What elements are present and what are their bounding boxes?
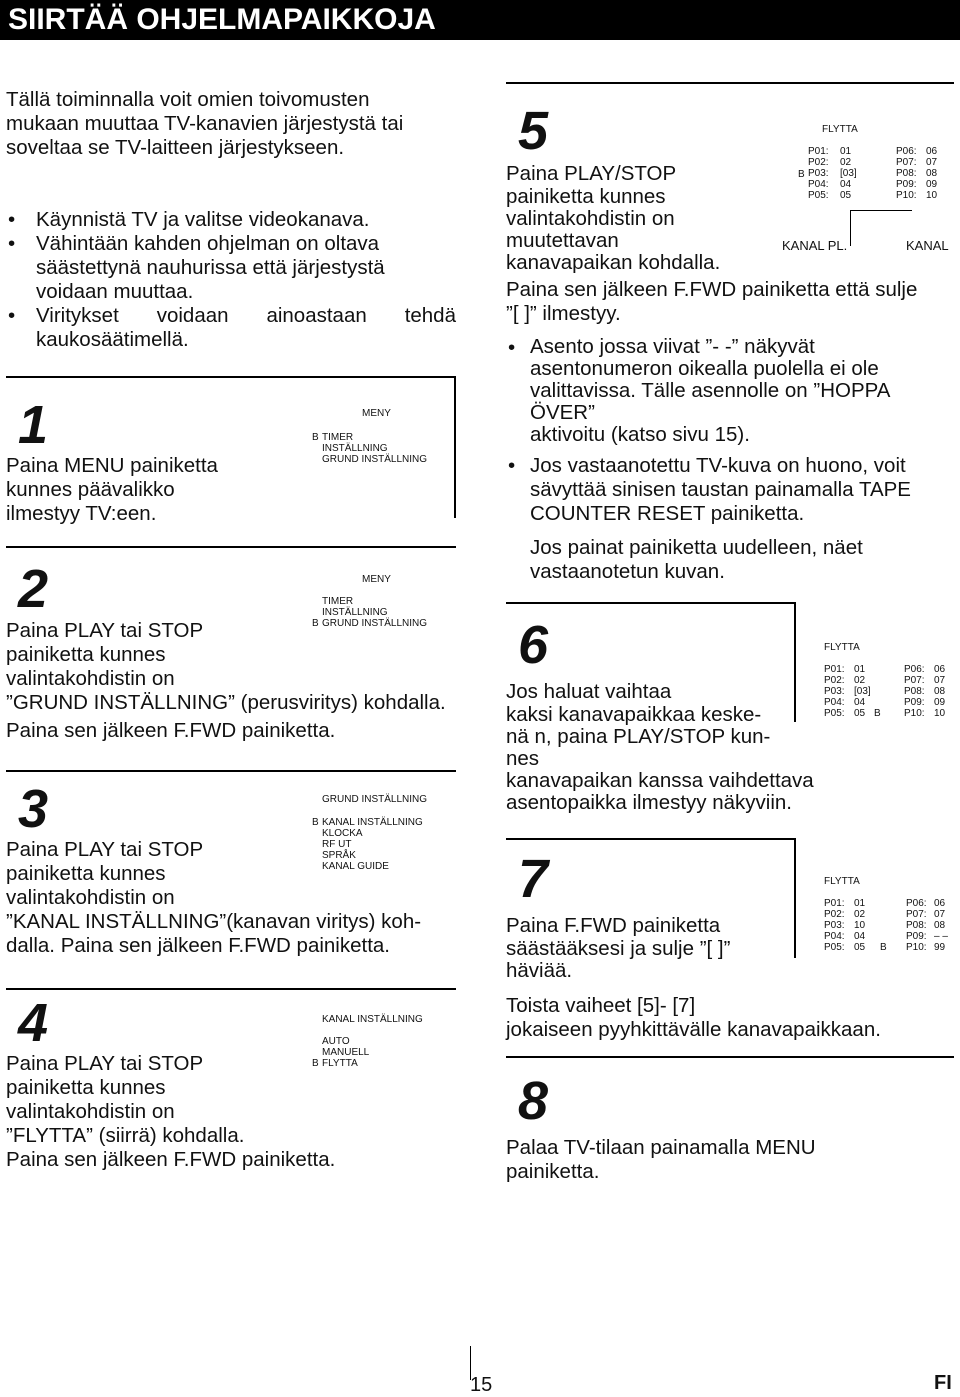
table-cell: 01 [854, 664, 866, 675]
step-5-bullets [506, 336, 911, 584]
table-row [808, 179, 937, 190]
channel-table [824, 664, 945, 719]
intro-line: mukaan muuttaa TV-kanavien järjestystä tai [6, 112, 404, 135]
bullet-line: • Jos vastaanotettu TV-kuva on huono, voit [530, 454, 906, 477]
table-cell: [03] [840, 168, 857, 179]
cursor-icon: B [312, 1058, 319, 1069]
page-number: 15 [470, 1374, 493, 1396]
step-line: kaksi kanavapaikkaa keske- [506, 703, 762, 726]
step-line: valintakohdistin on [506, 207, 675, 230]
table-cell: P03: [824, 920, 845, 931]
table-row [824, 686, 945, 697]
menu-item: KANAL GUIDE [322, 861, 389, 872]
menu-item: RF UT [322, 839, 352, 850]
note-line: Jos painat painiketta uudelleen, näet [530, 536, 863, 559]
bullet-line: • Asento jossa viivat ”- -” näkyvät [530, 335, 815, 358]
bullet-line: aktivoitu (katso sivu 15). [530, 423, 750, 446]
bullet-line: • Käynnistä TV ja valitse videokanava. [36, 208, 370, 231]
screen-header: FLYTTA [824, 642, 860, 653]
menu-item: GRUND INSTÄLLNING [322, 454, 428, 465]
table-cell: 02 [854, 909, 866, 920]
table-cell: 09 [934, 697, 946, 708]
tv-screen-grund [296, 782, 456, 882]
table-cell: P03: [808, 168, 829, 179]
table-cell: 02 [840, 157, 852, 168]
menu-item: TIMER [322, 596, 354, 607]
step-line: painiketta kunnes [506, 185, 666, 208]
table-cell: P02: [824, 675, 845, 686]
screen-header: FLYTTA [822, 124, 858, 135]
table-cell: 08 [934, 920, 946, 931]
menu-item: FLYTTA [322, 1058, 358, 1069]
menu-item: GRUND INSTÄLLNING [322, 618, 428, 629]
table-cell: 05 [854, 708, 866, 719]
bullet-item [6, 304, 456, 352]
step-number: 2 [18, 559, 49, 619]
bullet-item [506, 336, 911, 446]
bullet-line: asentonumeron oikealla puolella ei ole [530, 357, 879, 380]
bullet-line: • Viritykset voidaan ainoastaan tehdä [36, 304, 456, 327]
bullet-line: ÖVER” [530, 401, 595, 424]
step-line: kanavapaikan kanssa vaihdettava [506, 769, 814, 792]
table-cell: 10 [926, 190, 938, 201]
tv-screen-flytta-7 [812, 862, 960, 962]
table-cell: 04 [840, 179, 852, 190]
intro-text [6, 88, 403, 160]
bullet-line: kaukosäätimellä. [36, 328, 189, 351]
divider [506, 1056, 954, 1058]
step-line: valintakohdistin on [6, 667, 175, 690]
step-line: valintakohdistin on [6, 886, 175, 909]
divider [454, 376, 456, 518]
table-cell: P10: [896, 190, 917, 201]
step-line: Palaa TV-tilaan painamalla MENU [506, 1136, 816, 1159]
callout-line [850, 210, 912, 211]
bullet-line: • Vähintään kahden ohjelman on oltava [36, 232, 380, 255]
table-cell: 05 [840, 190, 852, 201]
step-line: painiketta. [506, 1160, 600, 1183]
bullet-line: sävyttää sinisen taustan painamalla TAPE [530, 478, 911, 501]
step-4-text [6, 1052, 335, 1172]
channel-table [808, 146, 937, 201]
table-cell: P10: [904, 708, 925, 719]
bullet-line: säästettynä nauhurissa että järjestystä [36, 256, 385, 279]
menu-item: INSTÄLLNING [322, 607, 388, 618]
step-line: kunnes päävalikko [6, 478, 175, 501]
step-line: ”KANAL INSTÄLLNING”(kanavan viritys) koh- [6, 910, 422, 933]
table-row [824, 675, 945, 686]
table-row [824, 708, 945, 719]
table-row [824, 931, 948, 942]
bullet-item [6, 232, 456, 304]
bullet-note [506, 536, 911, 584]
table-row [824, 664, 945, 675]
screen-header: MENY [362, 408, 391, 419]
table-row [808, 146, 937, 157]
table-cell: P06: [896, 146, 917, 157]
table-cell: 05 [854, 942, 866, 953]
screen-header: MENY [362, 574, 391, 585]
table-cell: P02: [808, 157, 829, 168]
menu-item: SPRÅK [322, 850, 356, 861]
step-line: Toista vaiheet [5]- [7] [506, 994, 696, 1017]
table-cell: P01: [808, 146, 829, 157]
step-number: 3 [18, 779, 49, 839]
table-cell: 99 [934, 942, 946, 953]
tv-screen-meny-2 [296, 562, 446, 642]
step-line: nes [506, 747, 540, 770]
step-line: Paina MENU painiketta [6, 454, 218, 477]
step-line: valintakohdistin on [6, 1100, 175, 1123]
table-cell: 08 [926, 168, 938, 179]
step-number: 6 [518, 615, 549, 675]
table-cell: 06 [926, 146, 938, 157]
table-row [808, 157, 937, 168]
tv-screen-meny-1 [296, 394, 446, 516]
step-line: painiketta kunnes [6, 643, 166, 666]
table-row [824, 697, 945, 708]
step-line: Paina sen jälkeen F.FWD painiketta. [6, 719, 336, 742]
step-line: Paina sen jälkeen F.FWD painiketta. [6, 1148, 336, 1171]
table-cell: 10 [934, 708, 946, 719]
cursor-icon: B [312, 618, 319, 629]
step-line: Paina sen jälkeen F.FWD painiketta että sulje [506, 278, 918, 301]
step-line: Paina F.FWD painiketta [506, 914, 721, 937]
table-cell: 09 [926, 179, 938, 190]
step-line: painiketta kunnes [6, 1076, 166, 1099]
table-cell: P08: [904, 686, 925, 697]
step-8-text [506, 1136, 816, 1184]
menu-item: TIMER [322, 432, 354, 443]
table-cell: P07: [906, 909, 927, 920]
table-cell: P05: [824, 942, 845, 953]
screen-header: KANAL INSTÄLLNING [322, 1014, 423, 1025]
intro-line: soveltaa se TV-laitteen järjestykseen. [6, 136, 345, 159]
cursor-icon: B [798, 169, 805, 180]
divider [506, 82, 954, 84]
table-row [824, 920, 948, 931]
table-row [824, 909, 948, 920]
table-cell: P04: [808, 179, 829, 190]
tv-screen-kanal [296, 1000, 456, 1080]
table-row [824, 898, 948, 909]
table-cell: [03] [854, 686, 871, 697]
step-1-text [6, 454, 218, 526]
table-cell: 02 [854, 675, 866, 686]
step-number: 7 [518, 849, 549, 909]
note-line: vastaanotetun kuvan. [530, 560, 725, 583]
menu-item: KANAL INSTÄLLNING [322, 817, 423, 828]
menu-item: KLOCKA [322, 828, 363, 839]
step-6-text [506, 680, 814, 814]
intro-line: Tällä toiminnalla voit omien toivomusten [6, 88, 370, 111]
step-line: säästääksesi ja sulje ”[ ]” [506, 937, 731, 960]
bullet-item [6, 208, 456, 232]
step-number: 1 [18, 395, 49, 455]
menu-item: MANUELL [322, 1047, 370, 1058]
table-cell: 10 [854, 920, 866, 931]
table-cell: P01: [824, 898, 845, 909]
table-cell: P04: [824, 931, 845, 942]
language-code: FI [934, 1372, 952, 1394]
table-cell: 06 [934, 664, 946, 675]
table-cell: 07 [934, 675, 946, 686]
screen-header: FLYTTA [824, 876, 860, 887]
step-line: painiketta kunnes [6, 862, 166, 885]
table-cell: P05: [824, 708, 845, 719]
table-cell: 01 [840, 146, 852, 157]
table-cell: P06: [904, 664, 925, 675]
step-line: nä n, paina PLAY/STOP kun- [506, 725, 771, 748]
table-cell: P09: [906, 931, 927, 942]
bullet-line: voidaan muuttaa. [36, 280, 194, 303]
tv-screen-flytta-6 [812, 628, 960, 728]
callout-label: KANAL PL. [782, 238, 848, 253]
bullet-item [506, 454, 911, 526]
table-cell: – – [934, 931, 948, 942]
table-cell: P08: [896, 168, 917, 179]
step-number: 5 [518, 101, 549, 161]
callout-line [850, 210, 851, 246]
table-cell: 07 [926, 157, 938, 168]
table-cell: P07: [896, 157, 917, 168]
divider [6, 546, 456, 548]
step-line: ”FLYTTA” (siirrä) kohdalla. [6, 1124, 245, 1147]
table-row [808, 168, 937, 179]
table-cell: P04: [824, 697, 845, 708]
step-line: Paina PLAY/STOP [506, 162, 677, 185]
divider [6, 988, 456, 990]
callout-label: KANAL [906, 238, 949, 253]
step-number: 8 [518, 1071, 549, 1131]
step-line: Paina PLAY tai STOP [6, 1052, 204, 1075]
tv-screen-flytta-5 [796, 110, 960, 240]
step-line: häviää. [506, 959, 573, 982]
step-line: ”GRUND INSTÄLLNING” (perusviritys) kohdalla. [6, 691, 446, 714]
table-cell: 04 [854, 931, 866, 942]
table-cell: 08 [934, 686, 946, 697]
step-line: Paina PLAY tai STOP [6, 838, 204, 861]
table-cell: P07: [904, 675, 925, 686]
step-line: asentopaikka ilmestyy näkyviin. [506, 791, 792, 814]
bullet-line: valittavissa. Tälle asennolle on ”HOPPA [530, 379, 891, 402]
divider [6, 376, 456, 378]
step-line: Jos haluat vaihtaa [506, 680, 672, 703]
step-line: kanavapaikan kohdalla. [506, 251, 721, 274]
step-number: 4 [18, 993, 49, 1053]
table-cell: P01: [824, 664, 845, 675]
cursor-icon: B [880, 942, 887, 953]
table-cell: P06: [906, 898, 927, 909]
step-line: ”[ ]” ilmestyy. [506, 302, 621, 325]
step-line: dalla. Paina sen jälkeen F.FWD painiketta. [6, 934, 391, 957]
table-cell: 06 [934, 898, 946, 909]
table-cell: P03: [824, 686, 845, 697]
intro-bullets [6, 208, 456, 352]
step-line: muutettavan [506, 229, 619, 252]
table-row [808, 190, 937, 201]
table-cell: P02: [824, 909, 845, 920]
table-cell: 07 [934, 909, 946, 920]
menu-item: INSTÄLLNING [322, 443, 388, 454]
step-line: jokaiseen pyyhkittävälle kanavapaikkaan. [506, 1018, 881, 1041]
divider [6, 770, 456, 772]
divider [506, 602, 796, 604]
table-cell: 04 [854, 697, 866, 708]
divider [506, 838, 796, 840]
step-line: ilmestyy TV:een. [6, 502, 157, 525]
cursor-icon: B [874, 708, 881, 719]
table-cell: P08: [906, 920, 927, 931]
menu-item: AUTO [322, 1036, 350, 1047]
screen-header: GRUND INSTÄLLNING [322, 794, 428, 805]
bullet-line: COUNTER RESET painiketta. [530, 502, 805, 525]
page-title: SIIRTÄÄ OHJELMAPAIKKOJA [0, 0, 960, 40]
step-line: Paina PLAY tai STOP [6, 619, 204, 642]
table-cell: P10: [906, 942, 927, 953]
table-cell: P09: [904, 697, 925, 708]
table-cell: P09: [896, 179, 917, 190]
cursor-icon: B [312, 432, 319, 443]
table-cell: 01 [854, 898, 866, 909]
cursor-icon: B [312, 817, 319, 828]
table-cell: P05: [808, 190, 829, 201]
